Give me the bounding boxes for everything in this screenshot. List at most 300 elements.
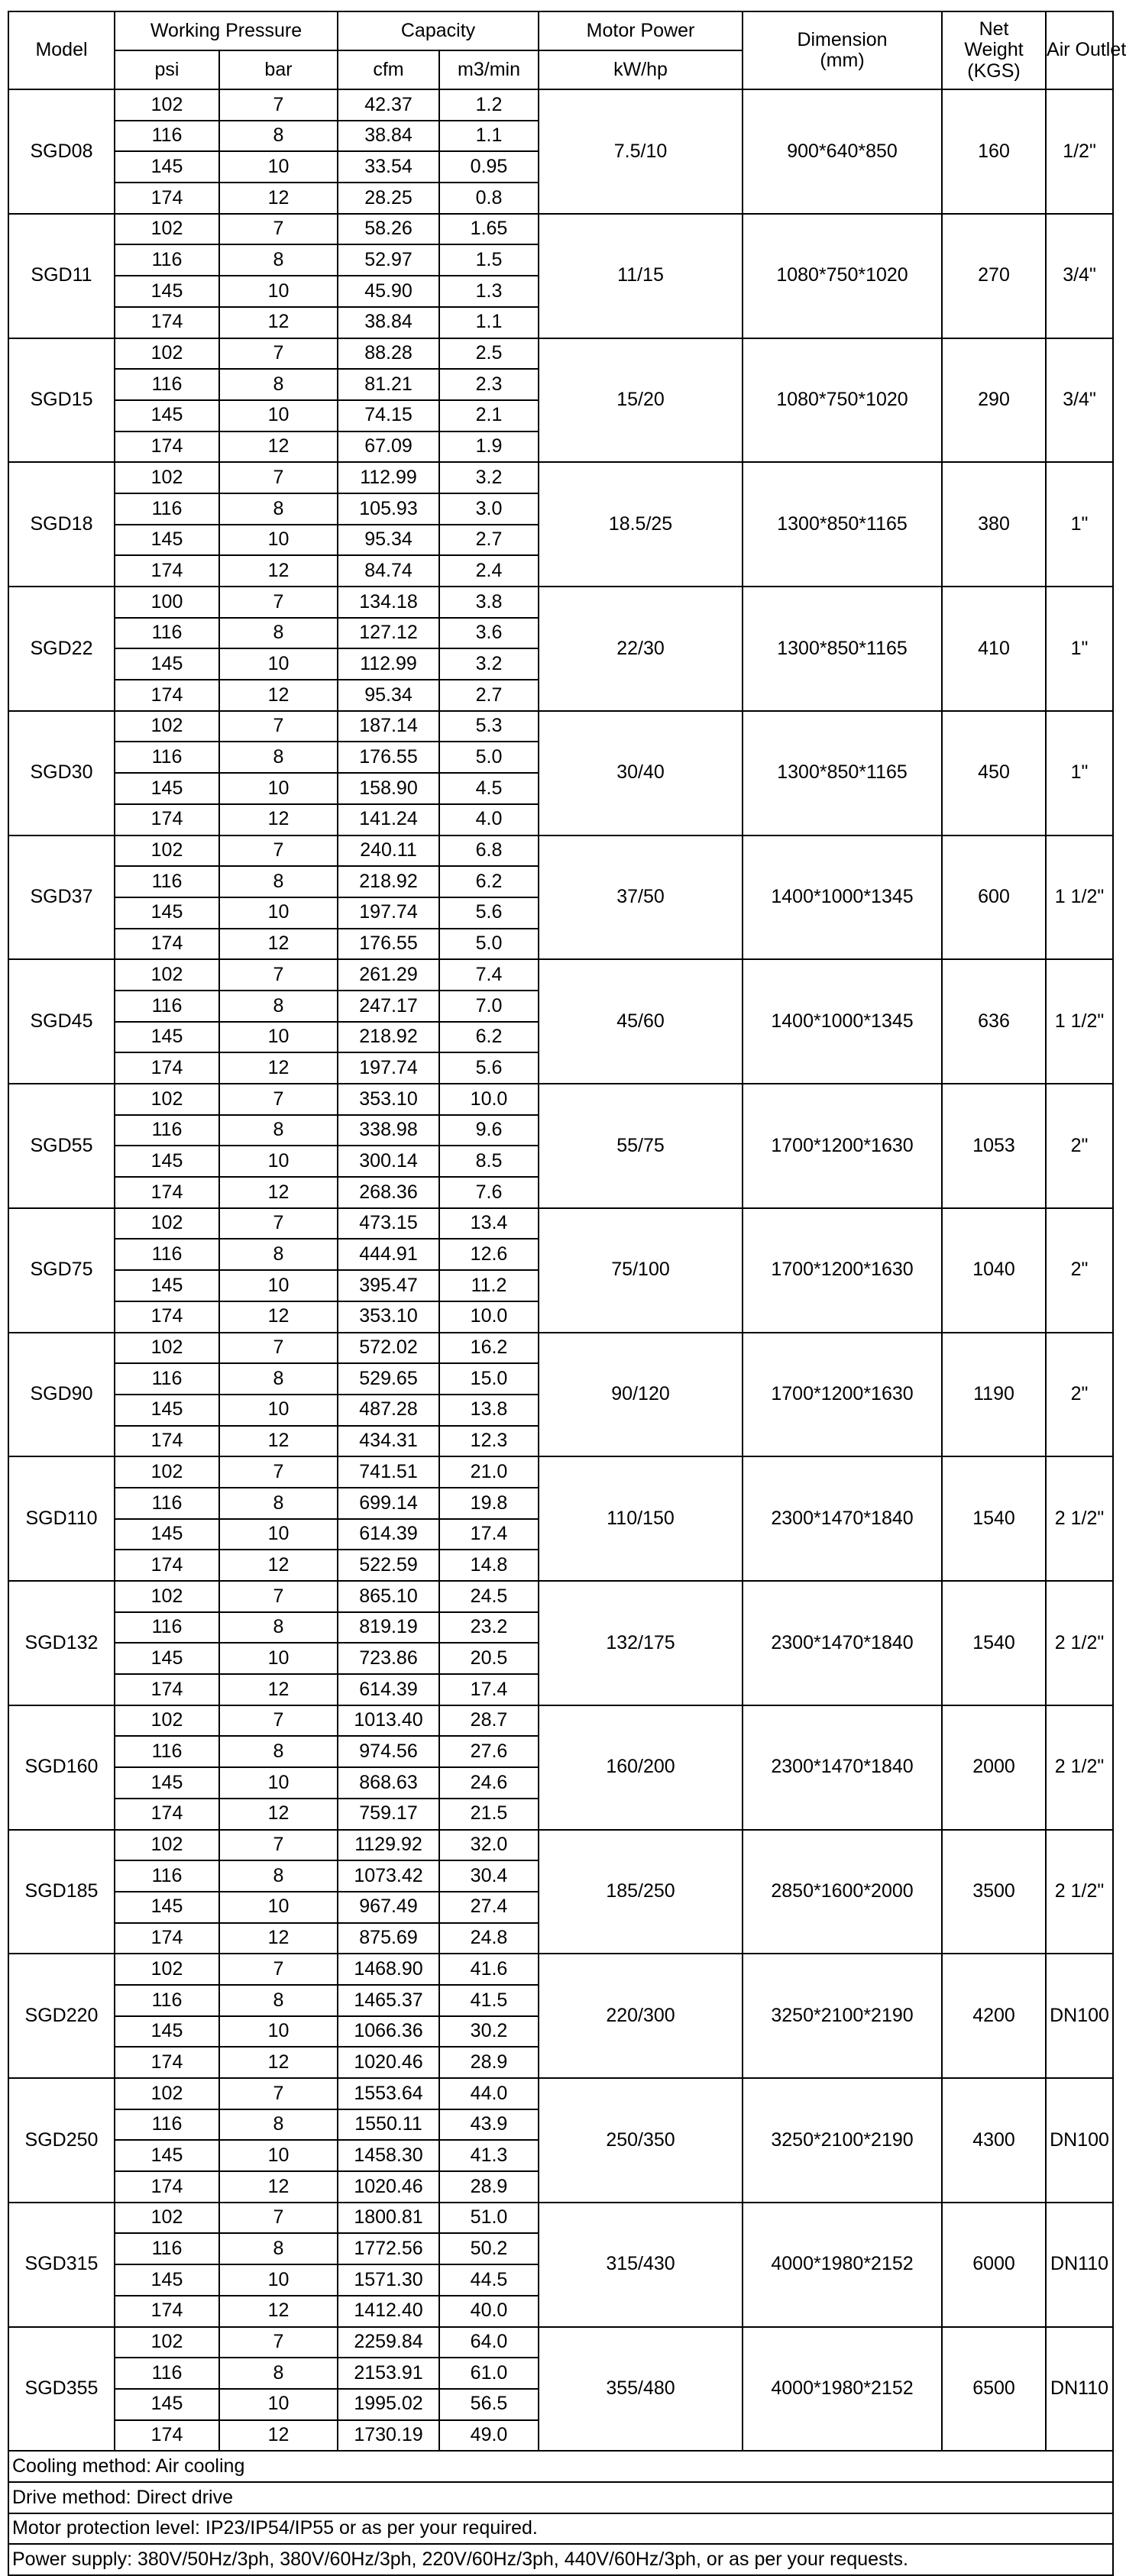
bar-cell: 12: [219, 2171, 338, 2203]
bar-cell: 8: [219, 1736, 338, 1767]
cfm-cell: 84.74: [338, 555, 439, 587]
cfm-cell: 434.31: [338, 1426, 439, 1457]
psi-cell: 116: [115, 121, 219, 152]
cfm-cell: 522.59: [338, 1550, 439, 1581]
note-text: Drive method: Direct drive: [8, 2482, 1113, 2513]
m3min-cell: 9.6: [439, 1115, 539, 1146]
net-weight-cell: 4300: [942, 2078, 1046, 2203]
model-cell: SGD132: [8, 1581, 115, 1705]
m3min-cell: 7.0: [439, 991, 539, 1022]
cfm-cell: 58.26: [338, 214, 439, 245]
bar-cell: 10: [219, 1519, 338, 1550]
m3min-cell: 1.2: [439, 89, 539, 121]
psi-cell: 102: [115, 1456, 219, 1488]
psi-cell: 116: [115, 2233, 219, 2264]
net-weight-cell: 600: [942, 836, 1046, 960]
cfm-cell: 176.55: [338, 742, 439, 773]
cfm-cell: 247.17: [338, 991, 439, 1022]
motor-power-cell: 355/480: [539, 2327, 743, 2452]
net-weight-cell: 636: [942, 959, 1046, 1084]
bar-cell: 7: [219, 2327, 338, 2358]
cfm-cell: 1553.64: [338, 2078, 439, 2109]
psi-cell: 174: [115, 2171, 219, 2203]
m3min-cell: 41.6: [439, 1954, 539, 1985]
cfm-cell: 28.25: [338, 183, 439, 214]
air-outlet-cell: DN100: [1046, 1954, 1113, 2078]
motor-power-cell: 11/15: [539, 214, 743, 338]
psi-cell: 116: [115, 742, 219, 773]
header-capacity: Capacity: [338, 11, 539, 50]
dimension-cell: 900*640*850: [743, 89, 942, 214]
bar-cell: 10: [219, 1892, 338, 1923]
m3min-cell: 3.0: [439, 493, 539, 525]
m3min-cell: 12.6: [439, 1239, 539, 1270]
cfm-cell: 1995.02: [338, 2389, 439, 2420]
cfm-cell: 45.90: [338, 276, 439, 307]
motor-power-cell: 250/350: [539, 2078, 743, 2203]
cfm-cell: 95.34: [338, 680, 439, 711]
bar-cell: 8: [219, 742, 338, 773]
bar-cell: 7: [219, 1830, 338, 1861]
air-outlet-cell: 2 1/2": [1046, 1581, 1113, 1705]
bar-cell: 12: [219, 1426, 338, 1457]
m3min-cell: 28.7: [439, 1705, 539, 1737]
psi-cell: 174: [115, 555, 219, 587]
psi-cell: 145: [115, 1395, 219, 1426]
cfm-cell: 1800.81: [338, 2203, 439, 2234]
psi-cell: 145: [115, 1892, 219, 1923]
motor-power-cell: 185/250: [539, 1830, 743, 1954]
air-outlet-cell: 1 1/2": [1046, 959, 1113, 1084]
dimension-cell: 2850*1600*2000: [743, 1830, 942, 1954]
net-weight-cell: 1190: [942, 1333, 1046, 1457]
table-row: [8, 2327, 1113, 2358]
m3min-cell: 30.2: [439, 2016, 539, 2048]
model-cell: SGD110: [8, 1456, 115, 1581]
m3min-cell: 28.9: [439, 2047, 539, 2078]
motor-power-cell: 132/175: [539, 1581, 743, 1705]
table-row: [8, 836, 1113, 867]
dimension-cell: 1080*750*1020: [743, 338, 942, 463]
psi-cell: 174: [115, 1550, 219, 1581]
cfm-cell: 112.99: [338, 648, 439, 680]
note-text: Cooling method: Air cooling: [8, 2451, 1113, 2482]
cfm-cell: 444.91: [338, 1239, 439, 1270]
note-text: Motor protection level: IP23/IP54/IP55 or as per your required.: [8, 2513, 1113, 2545]
m3min-cell: 27.6: [439, 1736, 539, 1767]
psi-cell: 116: [115, 1363, 219, 1395]
psi-cell: 102: [115, 711, 219, 742]
cfm-cell: 1066.36: [338, 2016, 439, 2048]
dimension-cell: 1300*850*1165: [743, 587, 942, 711]
cfm-cell: 395.47: [338, 1270, 439, 1301]
bar-cell: 10: [219, 648, 338, 680]
dimension-cell: 2300*1470*1840: [743, 1581, 942, 1705]
m3min-cell: 0.8: [439, 183, 539, 214]
table-row: [8, 1084, 1113, 1115]
bar-cell: 8: [219, 493, 338, 525]
bar-cell: 12: [219, 431, 338, 463]
psi-cell: 116: [115, 1612, 219, 1644]
air-outlet-cell: 1": [1046, 462, 1113, 587]
bar-cell: 12: [219, 680, 338, 711]
bar-cell: 10: [219, 1146, 338, 1177]
cfm-cell: 2259.84: [338, 2327, 439, 2358]
cfm-cell: 759.17: [338, 1799, 439, 1830]
cfm-cell: 868.63: [338, 1767, 439, 1799]
table-row: [8, 2078, 1113, 2109]
cfm-cell: 158.90: [338, 773, 439, 804]
bar-cell: 7: [219, 338, 338, 370]
header-dimension: Dimension (mm): [743, 11, 942, 89]
bar-cell: 12: [219, 2047, 338, 2078]
model-cell: SGD08: [8, 89, 115, 214]
dimension-cell: 2300*1470*1840: [743, 1705, 942, 1830]
m3min-cell: 2.7: [439, 680, 539, 711]
psi-cell: 145: [115, 1270, 219, 1301]
table-row: [8, 462, 1113, 493]
m3min-cell: 8.5: [439, 1146, 539, 1177]
m3min-cell: 64.0: [439, 2327, 539, 2358]
table-row: [8, 2203, 1113, 2234]
net-weight-cell: 380: [942, 462, 1046, 587]
air-outlet-cell: 1/2": [1046, 89, 1113, 214]
cfm-cell: 529.65: [338, 1363, 439, 1395]
bar-cell: 8: [219, 866, 338, 897]
bar-cell: 7: [219, 1705, 338, 1737]
bar-cell: 7: [219, 836, 338, 867]
bar-cell: 8: [219, 244, 338, 276]
m3min-cell: 20.5: [439, 1643, 539, 1674]
table-body: [8, 89, 1113, 2451]
air-outlet-cell: 1": [1046, 587, 1113, 711]
cfm-cell: 1571.30: [338, 2264, 439, 2296]
m3min-cell: 27.4: [439, 1892, 539, 1923]
cfm-cell: 1020.46: [338, 2047, 439, 2078]
m3min-cell: 5.3: [439, 711, 539, 742]
cfm-cell: 112.99: [338, 462, 439, 493]
m3min-cell: 19.8: [439, 1488, 539, 1519]
bar-cell: 8: [219, 369, 338, 400]
table-header: [8, 11, 1126, 89]
cfm-cell: 38.84: [338, 121, 439, 152]
table-row: [8, 1954, 1113, 1985]
cfm-cell: 1468.90: [338, 1954, 439, 1985]
bar-cell: 10: [219, 773, 338, 804]
bar-cell: 7: [219, 2203, 338, 2234]
motor-power-cell: 7.5/10: [539, 89, 743, 214]
bar-cell: 8: [219, 1612, 338, 1644]
cfm-cell: 38.84: [338, 307, 439, 338]
dimension-cell: 4000*1980*2152: [743, 2327, 942, 2452]
psi-cell: 102: [115, 214, 219, 245]
m3min-cell: 51.0: [439, 2203, 539, 2234]
psi-cell: 174: [115, 307, 219, 338]
m3min-cell: 24.5: [439, 1581, 539, 1612]
psi-cell: 102: [115, 462, 219, 493]
model-cell: SGD90: [8, 1333, 115, 1457]
air-outlet-cell: 3/4": [1046, 214, 1113, 338]
psi-cell: 102: [115, 1084, 219, 1115]
motor-power-cell: 90/120: [539, 1333, 743, 1457]
m3min-cell: 2.5: [439, 338, 539, 370]
net-weight-cell: 6000: [942, 2203, 1046, 2327]
table-row: [8, 89, 1113, 121]
psi-cell: 174: [115, 804, 219, 836]
dimension-cell: 1300*850*1165: [743, 711, 942, 836]
net-weight-cell: 270: [942, 214, 1046, 338]
psi-cell: 174: [115, 2296, 219, 2327]
m3min-cell: 23.2: [439, 1612, 539, 1644]
psi-cell: 174: [115, 1301, 219, 1333]
psi-cell: 100: [115, 587, 219, 618]
bar-cell: 7: [219, 1456, 338, 1488]
bar-cell: 10: [219, 2016, 338, 2048]
cfm-cell: 1073.42: [338, 1860, 439, 1892]
psi-cell: 145: [115, 151, 219, 183]
bar-cell: 12: [219, 1923, 338, 1954]
bar-cell: 12: [219, 1177, 338, 1208]
psi-cell: 145: [115, 276, 219, 307]
cfm-cell: 2153.91: [338, 2358, 439, 2389]
bar-cell: 7: [219, 1581, 338, 1612]
m3min-cell: 43.9: [439, 2109, 539, 2141]
bar-cell: 7: [219, 89, 338, 121]
psi-cell: 145: [115, 773, 219, 804]
cfm-cell: 1458.30: [338, 2140, 439, 2171]
psi-cell: 145: [115, 1146, 219, 1177]
psi-cell: 145: [115, 897, 219, 929]
psi-cell: 174: [115, 431, 219, 463]
dimension-cell: 1700*1200*1630: [743, 1208, 942, 1333]
bar-cell: 12: [219, 1674, 338, 1705]
bar-cell: 8: [219, 2358, 338, 2389]
cfm-cell: 614.39: [338, 1519, 439, 1550]
cfm-cell: 1412.40: [338, 2296, 439, 2327]
bar-cell: 12: [219, 1301, 338, 1333]
model-cell: SGD11: [8, 214, 115, 338]
cfm-cell: 176.55: [338, 929, 439, 960]
net-weight-cell: 2000: [942, 1705, 1046, 1830]
psi-cell: 145: [115, 2264, 219, 2296]
bar-cell: 10: [219, 276, 338, 307]
psi-cell: 145: [115, 1767, 219, 1799]
m3min-cell: 6.2: [439, 1022, 539, 1053]
bar-cell: 10: [219, 1643, 338, 1674]
psi-cell: 102: [115, 338, 219, 370]
net-weight-cell: 410: [942, 587, 1046, 711]
compressor-spec-table: [8, 11, 1126, 2576]
model-cell: SGD160: [8, 1705, 115, 1830]
bar-cell: 10: [219, 400, 338, 431]
m3min-cell: 5.6: [439, 1052, 539, 1084]
table-row: [8, 1456, 1113, 1488]
cfm-cell: 95.34: [338, 525, 439, 556]
net-weight-cell: 3500: [942, 1830, 1046, 1954]
m3min-cell: 4.0: [439, 804, 539, 836]
bar-cell: 12: [219, 929, 338, 960]
psi-cell: 116: [115, 1985, 219, 2016]
net-weight-cell: 1540: [942, 1581, 1046, 1705]
m3min-cell: 0.95: [439, 151, 539, 183]
air-outlet-cell: 2 1/2": [1046, 1456, 1113, 1581]
cfm-cell: 614.39: [338, 1674, 439, 1705]
bar-cell: 12: [219, 804, 338, 836]
m3min-cell: 1.5: [439, 244, 539, 276]
psi-cell: 174: [115, 1177, 219, 1208]
motor-power-cell: 22/30: [539, 587, 743, 711]
psi-cell: 102: [115, 959, 219, 991]
air-outlet-cell: 2": [1046, 1333, 1113, 1457]
table-notes: [8, 2451, 1113, 2575]
table-row: [8, 1333, 1113, 1364]
bar-cell: 8: [219, 1363, 338, 1395]
cfm-cell: 1129.92: [338, 1830, 439, 1861]
bar-cell: 8: [219, 991, 338, 1022]
header-m3min: m3/min: [439, 50, 539, 89]
m3min-cell: 5.6: [439, 897, 539, 929]
air-outlet-cell: 2": [1046, 1084, 1113, 1208]
bar-cell: 12: [219, 2420, 338, 2452]
psi-cell: 145: [115, 1519, 219, 1550]
air-outlet-cell: 2": [1046, 1208, 1113, 1333]
cfm-cell: 81.21: [338, 369, 439, 400]
m3min-cell: 49.0: [439, 2420, 539, 2452]
cfm-cell: 197.74: [338, 1052, 439, 1084]
net-weight-cell: 6500: [942, 2327, 1046, 2452]
psi-cell: 116: [115, 866, 219, 897]
psi-cell: 102: [115, 1208, 219, 1240]
m3min-cell: 17.4: [439, 1674, 539, 1705]
psi-cell: 102: [115, 2078, 219, 2109]
bar-cell: 10: [219, 897, 338, 929]
table-row: [8, 214, 1113, 245]
header-motor-power: Motor Power: [539, 11, 743, 50]
psi-cell: 145: [115, 1022, 219, 1053]
psi-cell: 174: [115, 2047, 219, 2078]
psi-cell: 116: [115, 618, 219, 649]
model-cell: SGD55: [8, 1084, 115, 1208]
model-cell: SGD220: [8, 1954, 115, 2078]
cfm-cell: 1020.46: [338, 2171, 439, 2203]
dimension-cell: 1700*1200*1630: [743, 1084, 942, 1208]
model-cell: SGD22: [8, 587, 115, 711]
model-cell: SGD15: [8, 338, 115, 463]
note-row: [8, 2482, 1113, 2513]
m3min-cell: 21.5: [439, 1799, 539, 1830]
psi-cell: 174: [115, 680, 219, 711]
m3min-cell: 2.3: [439, 369, 539, 400]
motor-power-cell: 75/100: [539, 1208, 743, 1333]
bar-cell: 12: [219, 1550, 338, 1581]
psi-cell: 102: [115, 1581, 219, 1612]
m3min-cell: 1.1: [439, 307, 539, 338]
psi-cell: 102: [115, 1830, 219, 1861]
note-row: [8, 2513, 1113, 2545]
psi-cell: 174: [115, 1052, 219, 1084]
psi-cell: 102: [115, 836, 219, 867]
motor-power-cell: 220/300: [539, 1954, 743, 2078]
cfm-cell: 218.92: [338, 1022, 439, 1053]
note-row: [8, 2451, 1113, 2482]
m3min-cell: 28.9: [439, 2171, 539, 2203]
bar-cell: 10: [219, 1395, 338, 1426]
dimension-cell: 1700*1200*1630: [743, 1333, 942, 1457]
dimension-cell: 4000*1980*2152: [743, 2203, 942, 2327]
m3min-cell: 7.6: [439, 1177, 539, 1208]
cfm-cell: 338.98: [338, 1115, 439, 1146]
bar-cell: 8: [219, 1488, 338, 1519]
model-cell: SGD315: [8, 2203, 115, 2327]
cfm-cell: 572.02: [338, 1333, 439, 1364]
table-row: [8, 1581, 1113, 1612]
header-air-outlet: Air Outlet: [1046, 11, 1113, 89]
m3min-cell: 1.65: [439, 214, 539, 245]
bar-cell: 7: [219, 711, 338, 742]
m3min-cell: 2.4: [439, 555, 539, 587]
dimension-cell: 3250*2100*2190: [743, 2078, 942, 2203]
bar-cell: 7: [219, 1084, 338, 1115]
model-cell: SGD250: [8, 2078, 115, 2203]
bar-cell: 8: [219, 1239, 338, 1270]
m3min-cell: 13.8: [439, 1395, 539, 1426]
header-bar: bar: [219, 50, 338, 89]
psi-cell: 102: [115, 1954, 219, 1985]
m3min-cell: 40.0: [439, 2296, 539, 2327]
m3min-cell: 2.7: [439, 525, 539, 556]
dimension-cell: 2300*1470*1840: [743, 1456, 942, 1581]
bar-cell: 7: [219, 2078, 338, 2109]
motor-power-cell: 37/50: [539, 836, 743, 960]
air-outlet-cell: 2 1/2": [1046, 1705, 1113, 1830]
table-row: [8, 587, 1113, 618]
m3min-cell: 44.5: [439, 2264, 539, 2296]
air-outlet-cell: DN110: [1046, 2203, 1113, 2327]
m3min-cell: 12.3: [439, 1426, 539, 1457]
bar-cell: 10: [219, 151, 338, 183]
bar-cell: 7: [219, 214, 338, 245]
net-weight-cell: 160: [942, 89, 1046, 214]
cfm-cell: 1465.37: [338, 1985, 439, 2016]
m3min-cell: 6.2: [439, 866, 539, 897]
table-row: [8, 1830, 1113, 1861]
bar-cell: 8: [219, 1115, 338, 1146]
table-row: [8, 1208, 1113, 1240]
m3min-cell: 21.0: [439, 1456, 539, 1488]
air-outlet-cell: 1": [1046, 711, 1113, 836]
cfm-cell: 967.49: [338, 1892, 439, 1923]
cfm-cell: 33.54: [338, 151, 439, 183]
bar-cell: 7: [219, 1333, 338, 1364]
bar-cell: 8: [219, 2233, 338, 2264]
bar-cell: 8: [219, 1985, 338, 2016]
motor-power-cell: 18.5/25: [539, 462, 743, 587]
m3min-cell: 56.5: [439, 2389, 539, 2420]
m3min-cell: 13.4: [439, 1208, 539, 1240]
m3min-cell: 17.4: [439, 1519, 539, 1550]
cfm-cell: 1772.56: [338, 2233, 439, 2264]
net-weight-cell: 4200: [942, 1954, 1046, 2078]
bar-cell: 10: [219, 525, 338, 556]
dimension-cell: 1400*1000*1345: [743, 959, 942, 1084]
bar-cell: 8: [219, 1860, 338, 1892]
psi-cell: 102: [115, 1705, 219, 1737]
m3min-cell: 5.0: [439, 742, 539, 773]
table-row: [8, 1705, 1113, 1737]
cfm-cell: 52.97: [338, 244, 439, 276]
header-working-pressure: Working Pressure: [115, 11, 338, 50]
cfm-cell: 197.74: [338, 897, 439, 929]
